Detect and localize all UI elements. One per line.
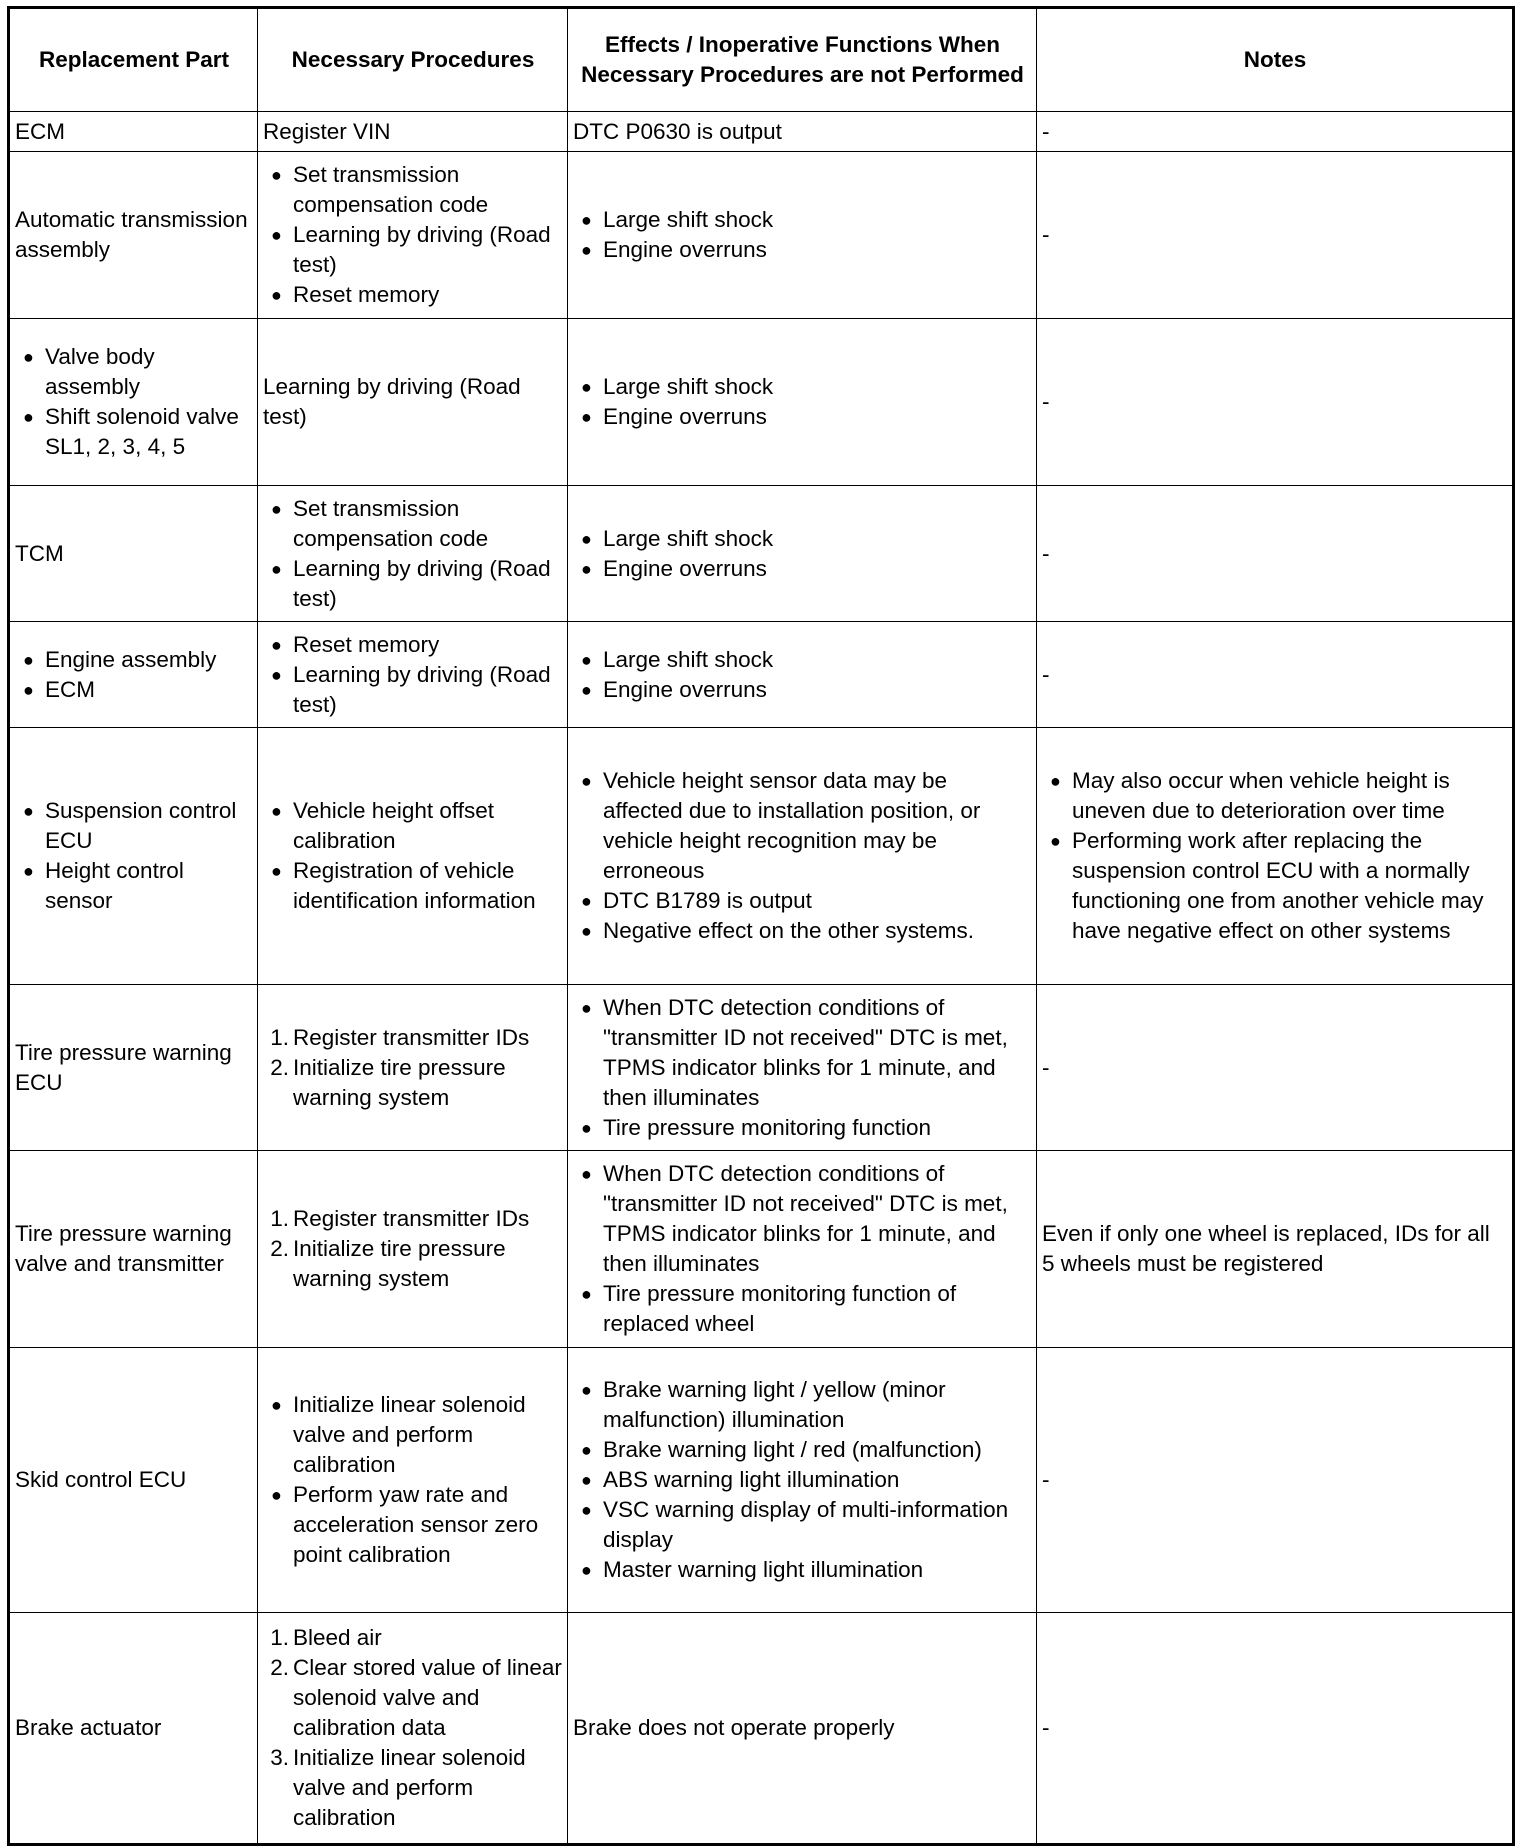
header-effects: Effects / Inoperative Functions When Necessary Procedures are not Performed [568,8,1037,112]
replacement-part-list [15,342,253,462]
procedures-cell: Register VIN [258,112,568,152]
procedures-cell [258,1348,568,1613]
procedure-step-list [263,1204,563,1294]
replacement-part-cell: TCM [9,486,258,622]
procedures-cell [258,622,568,728]
procedures-cell: Learning by driving (Road test) [258,319,568,486]
replacement-part-list [15,645,253,705]
notes-cell: - [1037,985,1514,1151]
table-row [9,728,1514,985]
procedures-cell [258,728,568,985]
notes-cell: - [1037,622,1514,728]
effect-item: ● Large shift shock [575,205,1032,235]
replacement-part-cell: Brake actuator [9,1613,258,1845]
replacement-part-item: ● Engine assembly [17,645,253,675]
effects-cell: DTC P0630 is output [568,112,1037,152]
effect-item: ● Tire pressure monitoring function of replaced wheel [575,1279,1032,1339]
procedure-list [263,1390,563,1570]
replacement-part-item: ● ECM [17,675,253,705]
procedure-step-item [265,1653,563,1743]
replacement-part-item: ● Height control sensor [17,856,253,916]
effect-item: ● When DTC detection conditions of "transmitter ID not received" DTC is met, TPMS indicator blinks for 1 minute, and then illuminates [575,993,1032,1113]
header-replacement-part: Replacement Part [9,8,258,112]
procedures-cell [258,1151,568,1348]
table-row [9,985,1514,1151]
procedures-cell [258,152,568,319]
table-row [9,1348,1514,1613]
replacement-part-cell [9,728,258,985]
table-row [9,486,1514,622]
effect-item: ● Vehicle height sensor data may be affected due to installation position, or vehicle height recognition may be erroneous [575,766,1032,886]
step-number: 2. [270,1054,289,1080]
effects-cell [568,985,1037,1151]
procedure-item: ● Initialize linear solenoid valve and perform calibration [265,1390,563,1480]
notes-cell: - [1037,1613,1514,1845]
effect-list [573,993,1032,1143]
effect-item: ● Engine overruns [575,675,1032,705]
effect-item: ● Brake warning light / red (malfunction) [575,1435,1032,1465]
procedure-step-item [265,1623,563,1653]
notes-cell: - [1037,152,1514,319]
effect-list [573,524,1032,584]
procedure-item: ● Learning by driving (Road test) [265,220,563,280]
effect-list [573,645,1032,705]
procedure-step-text: Initialize tire pressure warning system [293,1236,506,1291]
effect-item: ● Large shift shock [575,645,1032,675]
replacement-part-cell: Tire pressure warning ECU [9,985,258,1151]
replacement-part-cell [9,622,258,728]
procedure-step-item [265,1053,563,1113]
procedure-list [263,160,563,310]
effect-item: ● Negative effect on the other systems. [575,916,1032,946]
notes-cell: - [1037,112,1514,152]
replacement-part-item: ● Shift solenoid valve SL1, 2, 3, 4, 5 [17,402,253,462]
effect-list [573,372,1032,432]
effect-item: ● Brake warning light / yellow (minor malfunction) illumination [575,1375,1032,1435]
procedure-step-text: Initialize linear solenoid valve and perform calibration [293,1745,526,1830]
replacement-part-item: ● Suspension control ECU [17,796,253,856]
replacement-part-cell [9,319,258,486]
step-number: 1. [270,1625,289,1650]
procedures-cell [258,486,568,622]
notes-cell: - [1037,1348,1514,1613]
replacement-part-list [15,796,253,916]
effects-cell [568,622,1037,728]
header-necessary-procedures: Necessary Procedures [258,8,568,112]
procedure-step-text: Bleed air [293,1625,382,1650]
replacement-part-item: ● Valve body assembly [17,342,253,402]
effects-cell [568,1348,1037,1613]
procedure-item: ● Reset memory [265,630,563,660]
table-row [9,319,1514,486]
effect-list [573,1159,1032,1339]
note-item: ● Performing work after replacing the suspension control ECU with a normally functioning one from another vehicle may have negative effect on other systems [1044,826,1508,946]
procedure-list [263,494,563,614]
table-row [9,1613,1514,1845]
procedure-item: ● Perform yaw rate and acceleration sensor zero point calibration [265,1480,563,1570]
procedure-step-item [265,1204,563,1234]
header-notes: Notes [1037,8,1514,112]
replacement-part-cell: Automatic transmission assembly [9,152,258,319]
procedures-cell [258,985,568,1151]
procedure-list [263,796,563,916]
procedure-step-text: Register transmitter IDs [293,1206,530,1231]
effect-list [573,205,1032,265]
procedure-item: ● Reset memory [265,280,563,310]
note-item: ● May also occur when vehicle height is uneven due to deterioration over time [1044,766,1508,826]
replacement-part-cell: Skid control ECU [9,1348,258,1613]
effect-item: ● Tire pressure monitoring function [575,1113,1032,1143]
procedure-step-item [265,1023,563,1053]
effect-item: ● ABS warning light illumination [575,1465,1032,1495]
procedures-sheet [7,6,1512,1831]
effects-cell [568,728,1037,985]
procedure-step-item [265,1234,563,1294]
effect-item: ● Engine overruns [575,554,1032,584]
procedure-item: ● Learning by driving (Road test) [265,554,563,614]
notes-cell: Even if only one wheel is replaced, IDs for all 5 wheels must be registered [1037,1151,1514,1348]
step-number: 2. [270,1655,289,1680]
effect-item: ● Master warning light illumination [575,1555,1032,1585]
note-list [1042,766,1508,946]
effects-cell: Brake does not operate properly [568,1613,1037,1845]
effect-item: ● DTC B1789 is output [575,886,1032,916]
procedure-list [263,630,563,720]
effect-item: ● Engine overruns [575,235,1032,265]
procedure-item: ● Set transmission compensation code [265,494,563,554]
effects-cell [568,152,1037,319]
replacement-part-cell: ECM [9,112,258,152]
procedure-step-text: Initialize tire pressure warning system [293,1054,506,1110]
table-row [9,112,1514,152]
procedure-item: ● Registration of vehicle identification information [265,856,563,916]
step-number: 3. [270,1745,289,1770]
effects-cell [568,1151,1037,1348]
effect-item: ● Engine overruns [575,402,1032,432]
table-body [9,112,1514,1845]
procedure-step-list [263,1623,563,1833]
effect-item: ● Large shift shock [575,372,1032,402]
table-row [9,152,1514,319]
effect-list [573,1375,1032,1585]
step-number: 1. [270,1024,289,1050]
effects-cell [568,319,1037,486]
procedure-step-text: Clear stored value of linear solenoid valve and calibration data [293,1655,562,1740]
header-row [9,8,1514,112]
table-row [9,1151,1514,1348]
effect-item: ● VSC warning display of multi-information display [575,1495,1032,1555]
notes-cell [1037,728,1514,985]
procedure-step-text: Register transmitter IDs [293,1024,530,1050]
procedure-item: ● Learning by driving (Road test) [265,660,563,720]
procedures-cell [258,1613,568,1845]
procedure-step-list [263,1023,563,1113]
step-number: 2. [270,1236,289,1261]
effects-cell [568,486,1037,622]
effect-item: ● When DTC detection conditions of "transmitter ID not received" DTC is met, TPMS indicator blinks for 1 minute, and then illuminates [575,1159,1032,1279]
procedure-item: ● Set transmission compensation code [265,160,563,220]
effect-item: ● Large shift shock [575,524,1032,554]
procedure-item: ● Vehicle height offset calibration [265,796,563,856]
step-number: 1. [270,1206,289,1231]
replacement-procedures-table [7,6,1515,1846]
procedure-step-item [265,1743,563,1833]
effect-list [573,766,1032,946]
replacement-part-cell: Tire pressure warning valve and transmitter [9,1151,258,1348]
notes-cell: - [1037,486,1514,622]
notes-cell: - [1037,319,1514,486]
table-row [9,622,1514,728]
